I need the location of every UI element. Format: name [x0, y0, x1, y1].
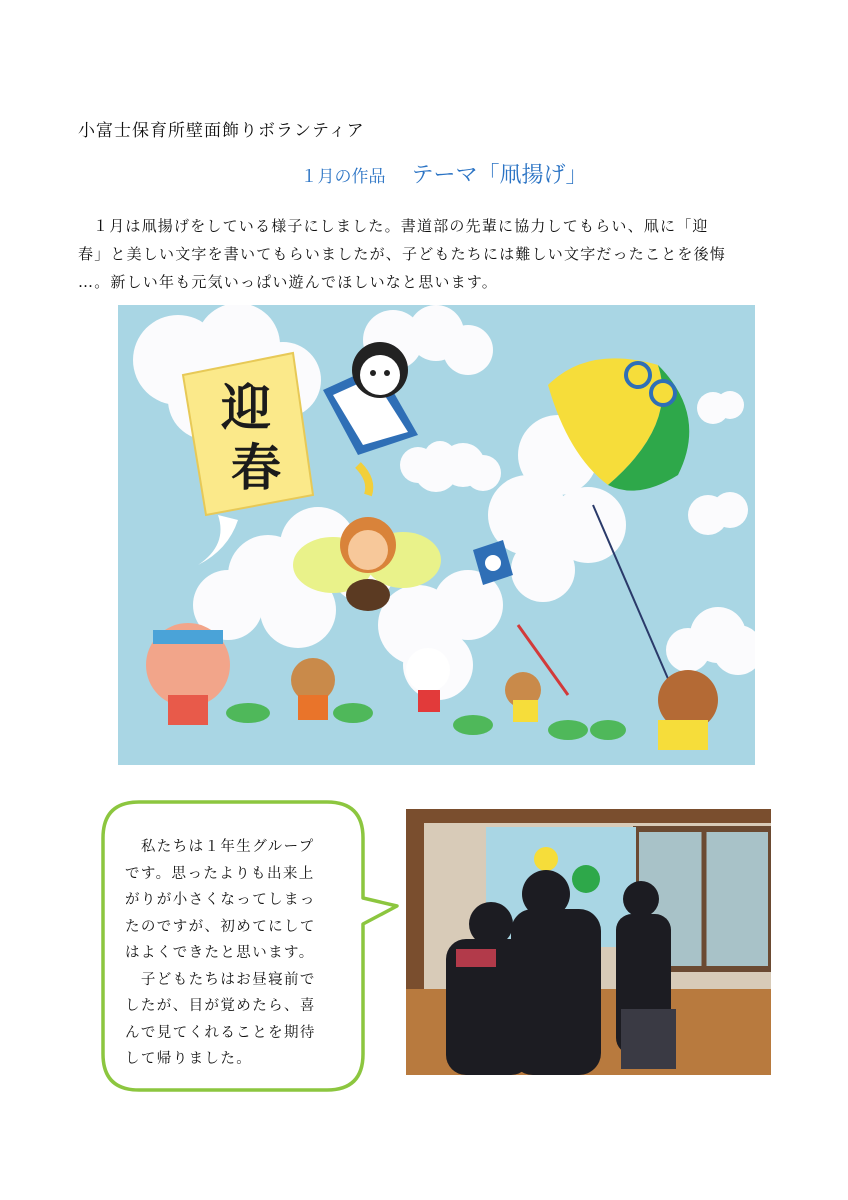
bubble-line: たのですが、初めてにして	[125, 918, 316, 935]
bubble-line: 子どもたちはお昼寝前で	[140, 971, 316, 988]
kite-character-bottom: 春	[231, 438, 281, 497]
bubble-text	[125, 834, 365, 1073]
intro-paragraph	[78, 212, 768, 296]
subtitle-month: １月の作品	[300, 167, 386, 187]
bubble-line: したが、目が覚めたら、喜	[125, 998, 316, 1014]
wall-decoration-photo	[118, 305, 755, 765]
bubble-line: がりが小さくなってしまっ	[125, 892, 316, 908]
bubble-line: です。思ったよりも出来上	[125, 865, 315, 882]
bubble-line: 私たちは１年生グループ	[140, 839, 315, 855]
bubble-line: んで見てくれることを期待	[125, 1024, 316, 1041]
organization-title: 小富士保育所壁面飾りボランティア	[78, 121, 365, 141]
intro-line: …。新しい年も元気いっぱい遊んでほしいなと思います。	[78, 273, 499, 291]
bubble-line: はよくできたと思います。	[125, 945, 315, 961]
students-photo	[406, 809, 771, 1075]
bubble-line: して帰りました。	[125, 1051, 253, 1067]
work-subtitle	[0, 158, 848, 189]
kite-character-top: 迎	[221, 378, 271, 437]
speech-bubble	[99, 798, 369, 1094]
intro-line: １月は凧揚げをしている様子にしました。書道部の先輩に協力してもらい、凧に「迎	[93, 217, 709, 235]
subtitle-theme: テーマ「凧揚げ」	[411, 163, 588, 188]
intro-line: 春」と美しい文字を書いてもらいましたが、子どもたちには難しい文字だったことを後悔	[78, 245, 727, 263]
